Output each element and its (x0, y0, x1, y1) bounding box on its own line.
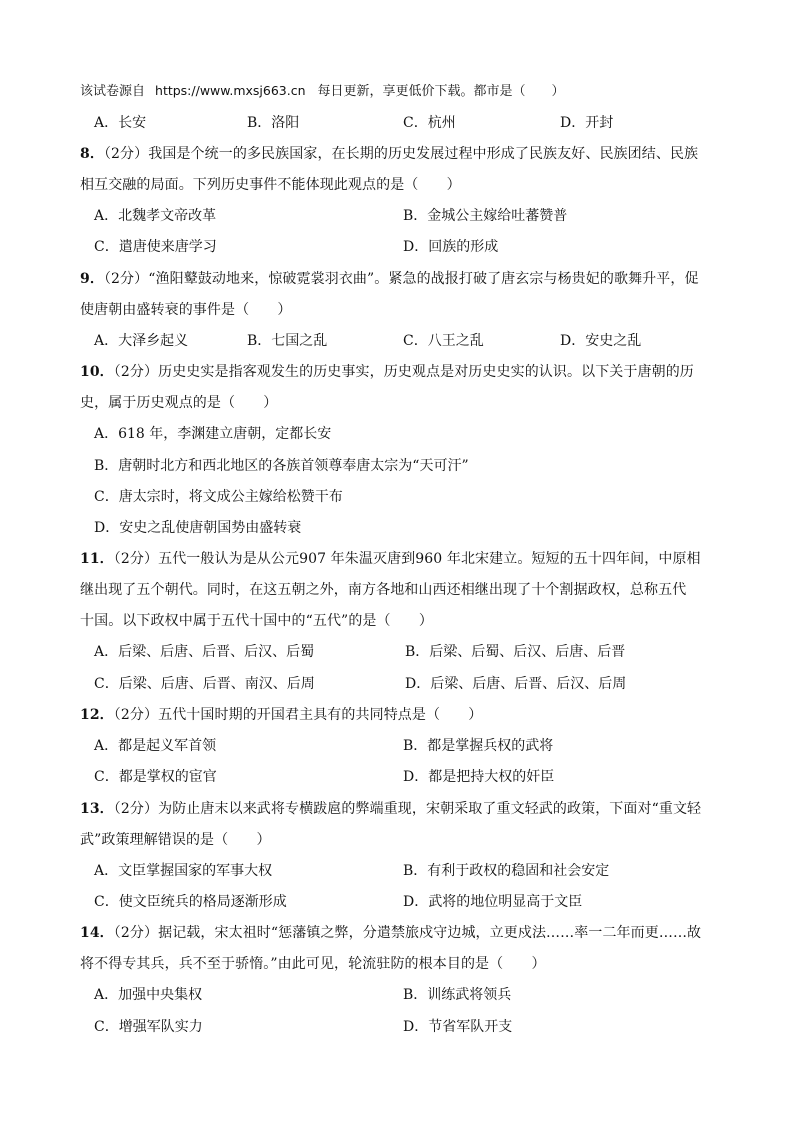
q12-option-a: A．都是起义军首领 (94, 738, 217, 754)
q9-option-d: D．安史之乱 (560, 333, 642, 349)
q7-option-a: A．长安 (94, 115, 147, 131)
q7-option-c: C．杭州 (403, 115, 456, 131)
q13-stem-line1 (80, 799, 720, 819)
q13-option-c: C．使文臣统兵的格局逐渐形成 (94, 894, 287, 910)
q11-option-d: D．后梁、后唐、后晋、后汉、后周 (405, 676, 627, 692)
q8-option-a: A．北魏孝文帝改革 (94, 208, 217, 224)
q10-stem-line2: 史，属于历史观点的是（ ） (80, 395, 278, 411)
q13-option-a: A．文臣掌握国家的军事大权 (94, 863, 273, 879)
q9-number: 9． (80, 271, 104, 287)
q14-option-a: A．加强中央集权 (94, 987, 203, 1003)
source-url[interactable]: https://www.mxsj663.cn (155, 83, 306, 98)
q12-number: 12． (80, 707, 114, 723)
q14-option-b: B．训练武将领兵 (403, 987, 512, 1003)
q8-number: 8． (80, 146, 104, 162)
q9-option-c: C．八王之乱 (403, 333, 484, 349)
q8-stem-line1 (80, 144, 720, 164)
q14-number: 14． (80, 925, 114, 941)
q12-option-c: C．都是掌权的宦官 (94, 769, 217, 785)
q13-option-d: D．武将的地位明显高于文臣 (403, 894, 583, 910)
q13-option-b: B．有利于政权的稳固和社会安定 (403, 863, 610, 879)
q11-option-b: B．后梁、后蜀、后汉、后唐、后晋 (405, 644, 626, 660)
q9-text-1: （2分）“渔阳鼙鼓动地来，惊破霓裳羽衣曲”。紧急的战报打破了唐玄宗与杨贵妃的歌舞升平，促 (103, 271, 699, 287)
q14-stem-line2: 将不得专其兵，兵不至于骄惰。”由此可见，轮流驻防的根本目的是（ ） (80, 956, 546, 972)
q12-option-d: D．都是把持大权的奸臣 (403, 769, 555, 785)
q11-option-a: A．后梁、后唐、后晋、后汉、后蜀 (94, 644, 315, 660)
q12-stem-line1 (80, 705, 720, 725)
q11-option-c: C．后梁、后唐、后晋、南汉、后周 (94, 676, 315, 692)
q11-stem-line2: 继出现了五个朝代。同时，在这五朝之外，南方各地和山西还相继出现了十个割据政权，总称五代 (80, 582, 687, 598)
source-prefix: 该试卷源自 (80, 84, 146, 99)
q11-stem-line3: 十国。以下政权中属于五代十国中的“五代”的是（ ） (80, 613, 433, 629)
q9-stem-line1 (80, 269, 720, 289)
q14-option-d: D．节省军队开支 (403, 1019, 513, 1035)
q8-option-b: B．金城公主嫁给吐蕃赞普 (403, 208, 568, 224)
source-line (80, 81, 565, 102)
q8-text-1: （2分）我国是个统一的多民族国家，在长期的历史发展过程中形成了民族友好、民族团结、民族 (103, 146, 699, 162)
q11-stem-line1 (80, 549, 720, 569)
q14-option-c: C．增强军队实力 (94, 1019, 203, 1035)
q10-text-1: （2分）历史史实是指客观发生的历史事实，历史观点是对历史史实的认识。以下关于唐朝的历 (113, 364, 694, 380)
q12-option-b: B．都是掌握兵权的武将 (403, 738, 554, 754)
q14-text-1: （2分）据记载，宋太祖时“惩藩镇之弊，分遣禁旅戍守边城，立更戍法……率一二年而更……故 (113, 925, 702, 941)
q9-option-a: A．大泽乡起义 (94, 333, 189, 349)
q10-option-c: C．唐太宗时，将文成公主嫁给松赞干布 (94, 489, 343, 505)
q8-stem-line2: 相互交融的局面。下列历史事件不能体现此观点的是（ ） (80, 177, 461, 193)
q13-text-1: （2分）为防止唐末以来武将专横跋扈的弊端重现，宋朝采取了重文轻武的政策，下面对“重文轻 (113, 801, 702, 817)
q10-option-a: A．618 年，李渊建立唐朝，定都长安 (94, 426, 332, 442)
q10-stem-line1 (80, 362, 720, 382)
q11-text-1: （2分）五代一般认为是从公元907 年朱温灭唐到960 年北宋建立。短短的五十四年间，中原相 (113, 551, 701, 567)
q8-option-c: C．遣唐使来唐学习 (94, 239, 217, 255)
q10-number: 10． (80, 364, 114, 380)
q9-stem-line2: 使唐朝由盛转衰的事件是（ ） (80, 302, 292, 318)
q13-number: 13． (80, 801, 114, 817)
q10-option-d: D．安史之乱使唐朝国势由盛转衰 (94, 520, 302, 536)
q14-stem-line1 (80, 923, 720, 943)
source-suffix: 每日更新，享更低价下载。都市是（ ） (317, 84, 565, 99)
q12-text-1: （2分）五代十国时期的开国君主具有的共同特点是（ ） (113, 707, 483, 723)
q7-option-d: D．开封 (560, 115, 614, 131)
q11-number: 11． (80, 551, 114, 567)
q7-option-b: B．洛阳 (247, 115, 300, 131)
q13-stem-line2: 武”政策理解错误的是（ ） (80, 832, 271, 848)
q8-option-d: D．回族的形成 (403, 239, 499, 255)
q9-option-b: B．七国之乱 (247, 333, 328, 349)
q10-option-b: B．唐朝时北方和西北地区的各族首领尊奉唐太宗为“天可汗” (94, 458, 469, 474)
